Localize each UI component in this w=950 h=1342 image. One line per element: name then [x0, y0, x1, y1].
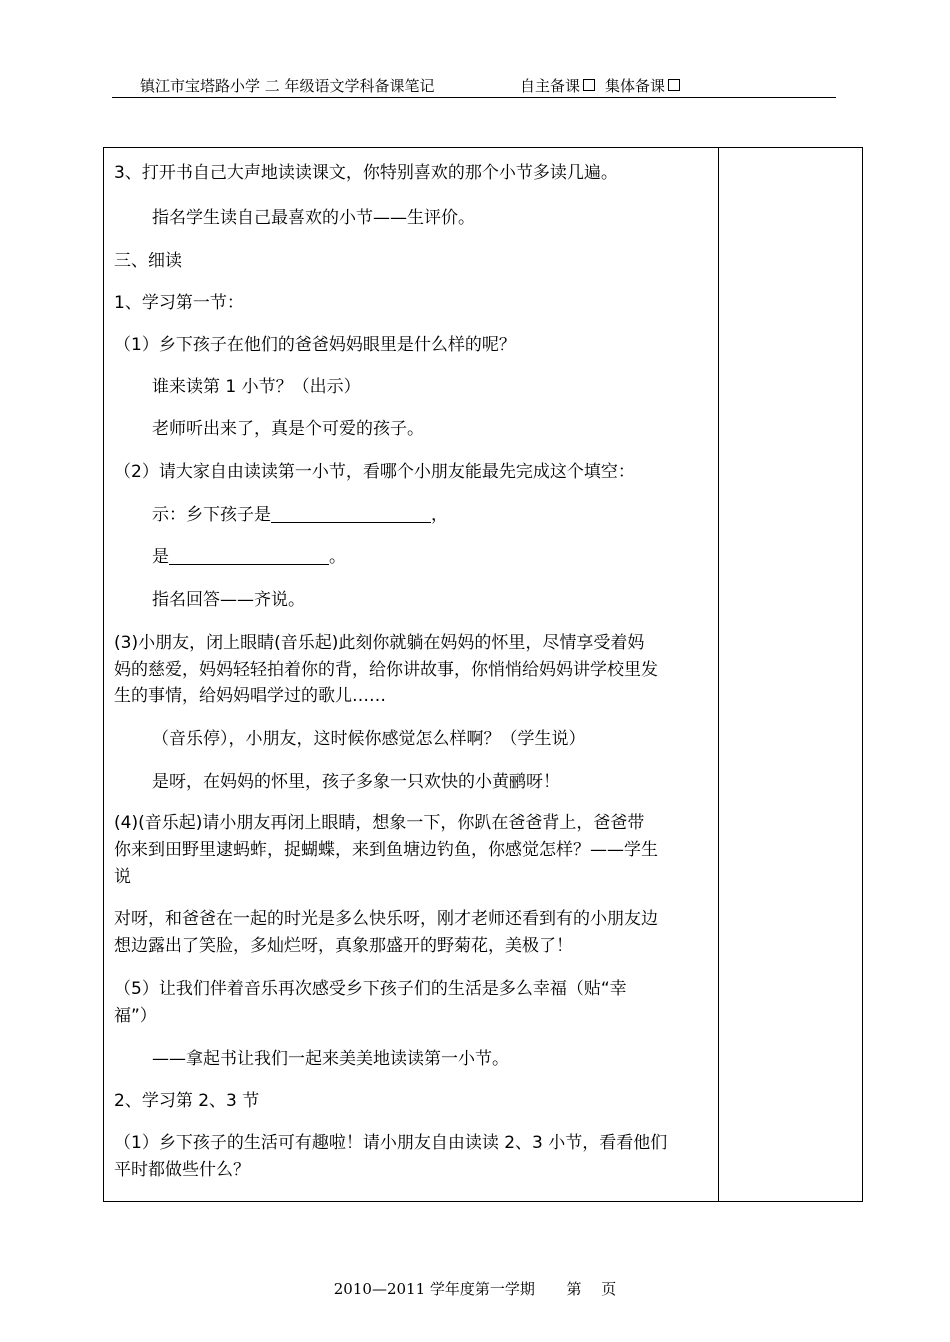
text-line: （1）乡下孩子的生活可有趣啦！请小朋友自由读读 2、3 小节，看看他们 — [114, 1133, 668, 1153]
text-line: 说 — [114, 867, 131, 887]
text-line: 生的事情，给妈妈唱学过的歌儿…… — [114, 686, 386, 706]
column-divider — [718, 148, 719, 1201]
fill-blank-line — [152, 502, 448, 528]
group-prep-label: 集体备课 — [605, 77, 666, 95]
text-line: 三、细读 — [114, 251, 182, 271]
text-line: 1、学习第一节： — [114, 293, 244, 313]
fill-blank-prefix: 示：乡下孩子是 — [152, 505, 271, 525]
text-line: 对呀，和爸爸在一起的时光是多么快乐呀，刚才老师还看到有的小朋友边 — [114, 909, 658, 929]
text-line: 福”） — [114, 1006, 157, 1026]
footer-term: 2010—2011 学年度第一学期 — [333, 1280, 535, 1298]
fill-blank[interactable] — [169, 546, 329, 565]
text-line: 指名回答——齐说。 — [152, 590, 305, 610]
text-line: （2）请大家自由读读第一小节，看哪个小朋友能最先完成这个填空： — [114, 462, 635, 482]
fill-blank-suffix: ， — [431, 505, 448, 525]
header-school-note: 镇江市宝塔路小学 二 年级语文学科备课笔记 — [140, 77, 435, 95]
text-line: （音乐停），小朋友，这时候你感觉怎么样啊？（学生说） — [152, 729, 586, 749]
text-line: 老师听出来了，真是个可爱的孩子。 — [152, 419, 424, 439]
header-prep-modes — [520, 76, 690, 97]
text-line: 2、学习第 2、3 节 — [114, 1091, 260, 1111]
text-line: 是呀，在妈妈的怀里，孩子多象一只欢快的小黄鹂呀！ — [152, 772, 560, 792]
fill-blank[interactable] — [271, 504, 431, 523]
text-line: ——拿起书让我们一起来美美地读读第一小节。 — [152, 1049, 509, 1069]
text-line: 谁来读第 1 小节？（出示） — [152, 377, 361, 397]
text-line: 想边露出了笑脸，多灿烂呀，真象那盛开的野菊花，美极了！ — [114, 936, 573, 956]
text-line: （5）让我们伴着音乐再次感受乡下孩子们的生活是多么幸福（贴“幸 — [114, 979, 627, 999]
text-line: (4)(音乐起)请小朋友再闭上眼睛，想象一下，你趴在爸爸背上，爸爸带 — [114, 813, 645, 833]
fill-blank-prefix: 是 — [152, 547, 169, 567]
lesson-table — [103, 147, 863, 1202]
fill-blank-line — [152, 544, 346, 570]
self-prep-checkbox[interactable] — [583, 79, 595, 91]
text-line: 指名学生读自己最喜欢的小节——生评价。 — [152, 208, 475, 228]
text-line: 平时都做些什么？ — [114, 1160, 250, 1180]
footer-page-label: 第 页 — [566, 1280, 617, 1298]
group-prep-checkbox[interactable] — [668, 79, 680, 91]
page-footer — [0, 1279, 950, 1299]
text-line: 你来到田野里逮蚂蚱，捉蝴蝶，来到鱼塘边钓鱼，你感觉怎样？——学生 — [114, 840, 658, 860]
text-line: (3)小朋友，闭上眼睛(音乐起)此刻你就躺在妈妈的怀里，尽情享受着妈 — [114, 633, 645, 653]
text-line: 妈的慈爱，妈妈轻轻拍着你的背，给你讲故事，你悄悄给妈妈讲学校里发 — [114, 660, 658, 680]
fill-blank-suffix: 。 — [329, 547, 346, 567]
text-line: （1）乡下孩子在他们的爸爸妈妈眼里是什么样的呢？ — [114, 335, 516, 355]
text-line: 3、打开书自己大声地读读课文，你特别喜欢的那个小节多读几遍。 — [114, 163, 618, 183]
page-header — [112, 76, 836, 98]
self-prep-label: 自主备课 — [520, 77, 581, 95]
